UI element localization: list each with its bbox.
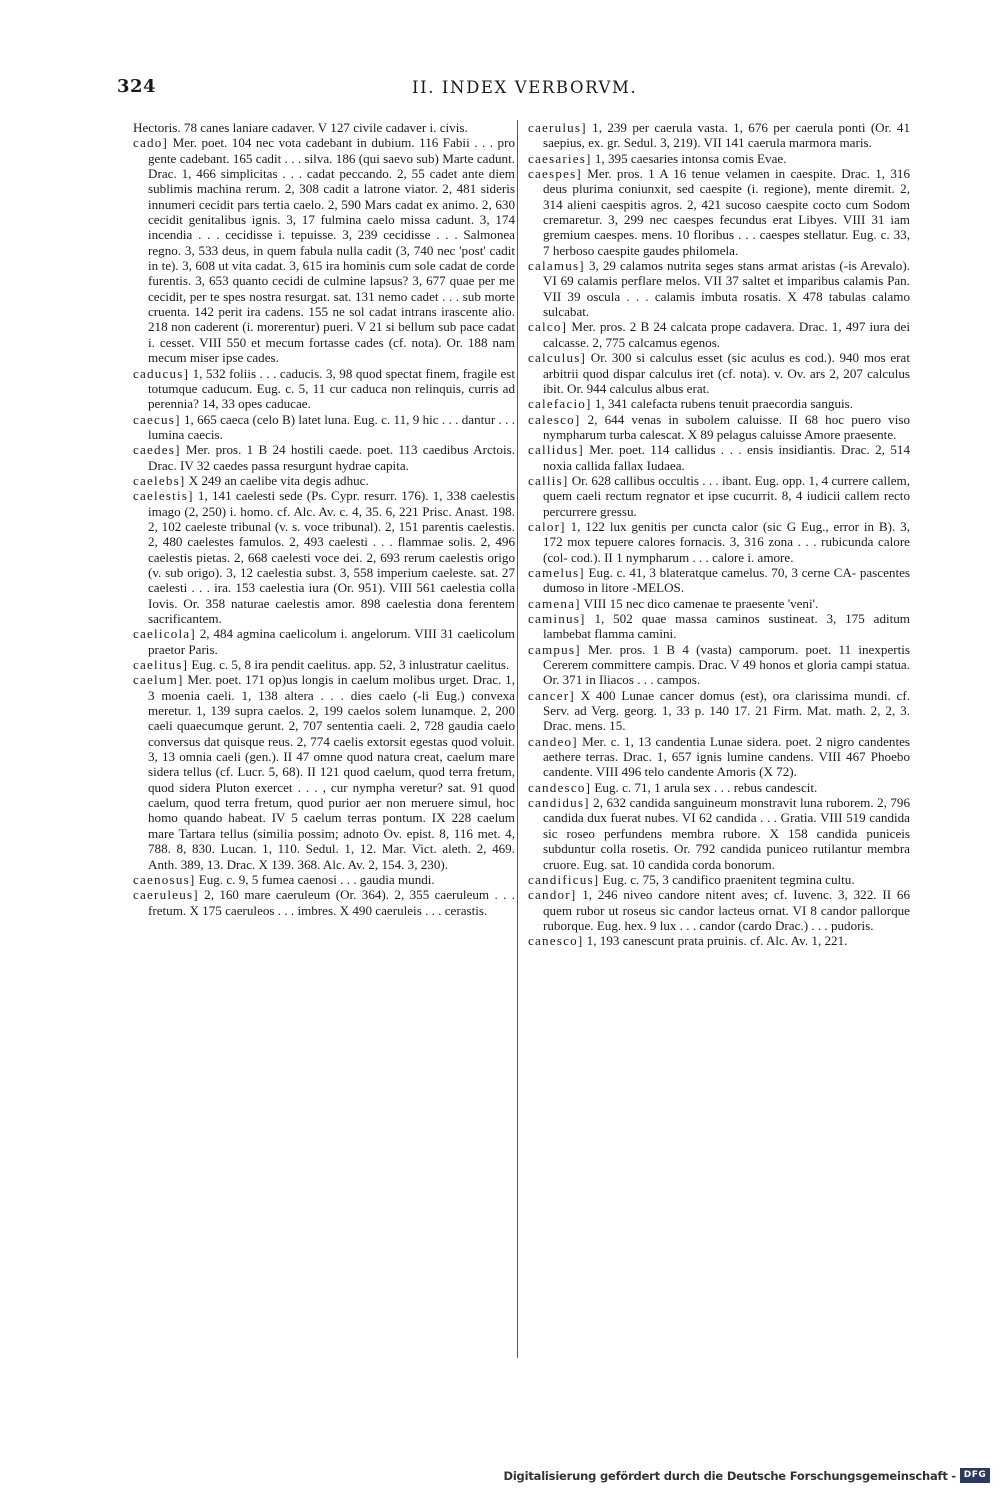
entry-text: Eug. c. 41, 3 blateratque camelus. 70, 3 cerne CA- pascentes dumoso in litore -MELOS.	[543, 564, 910, 596]
entry-text: 1, 532 foliis . . . caducis. 3, 98 quod spectat finem, fragile est totumque caducum. Eug. c. 5, 11 cur caduca non relinquis, curris ad perennia? 14, 33 opes caducae.	[148, 365, 515, 412]
index-entry	[133, 411, 515, 443]
page-header	[0, 76, 1000, 104]
entry-text: 1, 141 caelesti sede (Ps. Cypr. resurr. 176). 1, 338 caelestis imago (2, 250) i. homo. cf. Alc. Av. c. 4, 35. 6, 221 Prisc. Anast. 198. 2, 102 caeleste tribunal (v. s. voce tribunal). 2, 151 parentis caelestis. 2, 480 caelestes famulos. 2, 493 caelesti . . . flammae solis. 2, 496 caelestis pietas. 2, 668 caelesti voce dei. 2, 693 rerum caelestis origo (v. sub origo). 3, 12 caelestia subst. 3, 558 imperium caeleste. sat. 27 caelesti . . . ira. 153 caelestia iura (Or. 951). VIII 561 caelestia colla Iovis. Or. 358 naturae caelestis amor. 898 caelestia dona ferentem sacrificantem.	[148, 488, 515, 626]
entry-lemma: calco]	[528, 319, 568, 335]
index-entry	[528, 258, 910, 320]
entry-lemma: caerulus]	[528, 120, 587, 135]
entry-text: 3, 29 calamos nutrita seges stans armat aristas (-is Arevalo). VI 69 calamis perflare melos. VII 37 saltet et imparibus calamis Pan. VII 39 oscula . . . calamis imbuta rosatis. X 478 tabulas calamo sulcabat.	[543, 258, 910, 320]
dfg-logo: DFG	[960, 1468, 990, 1483]
index-entry	[133, 871, 515, 887]
entry-text: 1, 341 calefacta rubens tenuit praecordia sanguis.	[591, 396, 854, 412]
entry-text: 1, 395 caesaries intonsa comis Evae.	[591, 150, 787, 166]
index-entry	[528, 442, 910, 473]
entry-text: Or. 628 callibus occultis . . . ibant. Eug. opp. 1, 4 currere callem, quem caeli rectum regnator et ipse cucurrit. 8, 4 iudicii callem recto percurrere gressu.	[543, 472, 910, 519]
entry-text: Eug. c. 71, 1 arula sex . . . rebus candescit.	[591, 779, 818, 795]
entry-lemma: caminus]	[528, 611, 586, 626]
entry-text: 2, 632 candida sanguineum monstravit luna ruborem. 2, 796 candida dux fuerat nubes. VI 62 candida . . . Gratia. VIII 519 candida sic roseo perfundens membra rubore. X 158 candida puniceis subduntur colla rosetis. Or. 792 candida puniceo rutilantur membra cruore. Eug. sat. 10 candida corda bonorum.	[543, 795, 910, 872]
index-entry	[528, 319, 910, 350]
entry-lemma: camena]	[528, 595, 581, 611]
entry-text: Mer. pros. 2 B 24 calcata prope cadavera. Drac. 1, 497 iura dei calcasse. 2, 775 calcamus egenos.	[543, 319, 910, 350]
index-entry	[528, 564, 910, 596]
entry-text: Eug. c. 75, 3 candifico praenitent tegmina cultu.	[599, 871, 855, 887]
running-title: II. INDEX VERBORVM.	[412, 78, 638, 97]
entry-lemma: caelestis]	[133, 488, 194, 504]
entry-lemma: callis]	[528, 472, 569, 488]
entry-text: 1, 246 niveo candore nitent aves; cf. Iuvenc. 3, 322. II 66 quem rubor ut roseus sic candor lacteus ornat. VI 8 candor pallorque ruborque. Eug. hex. 9 lux . . . candor (cardo Drac.) . . . pudoris.	[543, 887, 910, 933]
entry-text: 1, 502 quae massa caminos sustineat. 3, 175 aditum lambebat flamma camini.	[543, 611, 910, 642]
footer	[503, 1466, 990, 1486]
index-entry	[528, 518, 910, 565]
index-entry	[528, 595, 910, 611]
index-entry	[133, 135, 515, 366]
entry-lemma: candor]	[528, 887, 577, 903]
entry-lemma: cado]	[133, 135, 169, 151]
index-entry	[528, 887, 910, 933]
entry-lemma: caelicola]	[133, 626, 196, 642]
entry-lemma: candesco]	[528, 779, 592, 795]
entry-text: Mer. poet. 114 callidus . . . ensis insidiantis. Drac. 2, 514 noxia callida fallax Iudaea.	[543, 442, 910, 473]
entry-lemma: caelum]	[133, 672, 184, 688]
entry-text: 1, 193 canescunt prata pruinis. cf. Alc. Av. 1, 221.	[583, 933, 848, 949]
index-entry	[528, 733, 910, 780]
entry-lemma: caecus]	[133, 411, 181, 427]
index-entry	[133, 472, 515, 488]
entry-lemma: cancer]	[528, 687, 575, 703]
index-entry	[528, 611, 910, 642]
index-entry	[528, 871, 910, 887]
entry-text: VIII 15 nec dico camenae te praesente 'veni'.	[580, 595, 819, 611]
entry-text: 2, 644 venas in subolem caluisse. II 68 hoc puero viso nympharum turba calescat. X 89 pelagus caluisse Amore praesente.	[543, 411, 910, 442]
entry-text: 1, 665 caeca (celo B) latet luna. Eug. c. 11, 9 hic . . . dantur . . . lumina caecis.	[148, 411, 515, 442]
entry-lemma: calesco]	[528, 411, 581, 427]
entry-text: Eug. c. 9, 5 fumea caenosi . . . gaudia mundi.	[195, 871, 435, 887]
entry-lemma: canesco]	[528, 933, 584, 949]
index-entry	[528, 472, 910, 519]
index-entry	[133, 488, 515, 626]
entry-text: Mer. c. 1, 13 candentia Lunae sidera. poet. 2 nigro candentes aethere terras. Drac. 1, 657 ignis lumine candens. VIII 467 Phoebo candente. VIII 496 telo candente Amoris (X 72).	[543, 733, 910, 780]
entry-lemma: calor]	[528, 518, 566, 534]
entry-lemma: campus]	[528, 641, 581, 657]
entry-lemma: candeo]	[528, 733, 578, 749]
entry-lemma: calculus]	[528, 350, 587, 366]
index-entry	[528, 150, 910, 166]
index-entry	[528, 779, 910, 795]
entry-text: 2, 484 agmina caelicolum i. angelorum. VIII 31 caelicolum praetor Paris.	[148, 626, 515, 657]
index-entry	[133, 626, 515, 657]
index-entry	[528, 795, 910, 872]
entry-lemma: caesaries]	[528, 150, 592, 166]
entry-lemma: calefacio]	[528, 396, 592, 412]
page-number: 324	[117, 76, 157, 97]
index-entry	[528, 396, 910, 412]
entry-text: 2, 160 mare caeruleum (Or. 364). 2, 355 caeruleum . . . fretum. X 175 caeruleos . . . imbres. X 490 caeruleis . . . cerastis.	[148, 887, 515, 918]
entry-text: X 400 Lunae cancer domus (est), ora clarissima mundi. cf. Serv. ad Verg. georg. 1, 33 p. 140 17. 21 Firm. Mat. math. 2, 2, 3. Drac. mens. 15.	[543, 687, 910, 734]
entry-text: Mer. pros. 1 A 16 tenue velamen in caespite. Drac. 1, 316 deus plurima coniunxit, sed caespite (i. regione), mente diremit. 2, 314 alieni caespitis agros. 2, 421 sucoso caespite cocto cum Sodom cremaretur. 3, 299 nec caespes fecundus erat Libyes. VIII 31 iam gremium caespes. mens. 10 floribus . . . caespes stellatur. Eug. c. 33, 7 herboso caespite gaudes philomela.	[543, 166, 910, 258]
entry-text: 1, 239 per caerula vasta. 1, 676 per caerula ponti (Or. 41 saepius, ex. gr. Sedul. 3, 219). VII 141 caerula marmora maris.	[543, 120, 910, 151]
entry-lemma: caeruleus]	[133, 887, 199, 903]
index-entry	[133, 120, 515, 135]
entry-lemma: caelitus]	[133, 657, 189, 673]
entry-text: X 249 an caelibe vita degis adhuc.	[185, 472, 369, 488]
entry-text: Or. 300 si calculus esset (sic aculus es cod.). 940 mos erat arbitrii quod dispar calculus iret (cf. nota). v. Ov. ars 2, 207 calculus ibit. Or. 944 calculus albus erat.	[543, 350, 910, 396]
entry-lemma: calamus]	[528, 258, 585, 274]
left-column	[133, 120, 515, 918]
entry-text: Eug. c. 5, 8 ira pendit caelitus. app. 52, 3 inlustratur caelitus.	[188, 657, 510, 673]
index-entry	[528, 120, 910, 151]
entry-lemma: caespes]	[528, 166, 582, 182]
index-entry	[528, 641, 910, 688]
entry-text: Mer. pros. 1 B 24 hostili caede. poet. 113 caedibus Arctois. Drac. IV 32 caedes passa resurgunt hydrae capita.	[148, 442, 515, 473]
entry-text: Mer. pros. 1 B 4 (vasta) camporum. poet. 11 inexpertis Cererem committere campis. Drac. V 49 honos et gloria campi statua. Or. 371 in Iliacos . . . campos.	[543, 641, 910, 688]
index-entry	[133, 657, 515, 673]
entry-lemma: caedes]	[133, 442, 181, 458]
entry-text: 1, 122 lux genitis per cuncta calor (sic G Eug., error in B). 3, 172 mox tepuere calores fornacis. 3, 316 zona . . . rubicunda calore (col- cod.). II 1 nympharum . . . calore i. amore.	[543, 518, 910, 565]
entry-lemma: caenosus]	[133, 871, 196, 887]
index-entry	[133, 887, 515, 918]
footer-credit: Digitalisierung gefördert durch die Deutsche Forschungsgemeinschaft -	[503, 1469, 956, 1483]
index-entry	[528, 166, 910, 258]
right-column	[528, 120, 910, 949]
entry-lemma: candidus]	[528, 795, 590, 811]
entry-text: Mer. poet. 104 nec vota cadebant in dubium. 116 Fabii . . . pro gente cadebant. 165 cadit . . . silva. 186 (qui saevo sub) Marte cadunt. Drac. 1, 466 simplicitas . . . cadat peccando. 2, 55 cadet ante diem sublimis machina rerum. 2, 308 cadit a latrone viator. 2, 481 sideris innumeri cecidit pars tertia caelo. 2, 590 Mars cadat ex animo. 2, 630 cecidit genitalibus ignis. 3, 17 fulmina caelo missa cadunt. 3, 174 incendia . . . cecidisse i. tepuisse. 3, 239 cecidisse . . . Salmonea regno. 3, 533 deus, in quem fabula nulla cadit (3, 740 nec 'post' cadit in te). 3, 608 ut vita cadat. 3, 615 ira hominis cum sole cadat de corde furentis. 3, 653 quanto cecidi de culmine lapsus? 3, 677 quae per me cecidit, per te spes nostra resurgat. sat. 131 nemo cadet . . . sub morte cruenta. 142 perit ira cadens. 155 ne sol cadat intrans irascente alio. 218 non caderent (i. morerentur) pueri. V 21 si bellum sub pace cadat i. cesset. VIII 550 et mecum fortasse cades (cf. nota). Or. 188 nam mecum miser ipse cades.	[148, 135, 515, 366]
entry-lemma: camelus]	[528, 564, 585, 580]
entry-text: Mer. poet. 171 op)us longis in caelum molibus urget. Drac. 1, 3 moenia caeli. 1, 138 altera . . . dies caelo (-li Eug.) convexa meretur. 1, 139 supra caelos. 2, 199 caelos solem lunamque. 2, 200 caeli quaecumque gerunt. 2, 707 sententia caeli. 2, 728 gaudia caelo conversus dat quisque reus. 2, 774 caelis extorsit egestas quod voluit. 3, 13 omnia caeli (gen.). II 47 omne quod natura creat, caelum mare sidera tellus (cf. Lucr. 5, 68). II 121 quod caelum, quod terra fretum, quod sidera Pluton exercet . . . , cur nympha veretur? sat. 91 quod caelum, quod terra fretum, quod purior aer non meruere simul, hoc homo quando habeat. IV 5 caelum terras pontum. IX 228 caelum mare Tartara tellus (similia possim; adnoto Ov. epist. 8, 116 met. 4, 788. 8, 830. Lucan. 1, 110. Sedul. 1, 12. Mar. Vict. aleth. 2, 469. Anth. 389, 13. Drac. X 139. 368. Alc. Av. 2, 154. 3, 230).	[148, 672, 515, 872]
index-entry	[133, 365, 515, 412]
index-entry	[528, 933, 910, 949]
entry-lemma: caelebs]	[133, 472, 186, 488]
entry-text: Hectoris. 78 canes laniare cadaver. V 127 civile cadaver i. civis.	[133, 120, 468, 135]
index-entry	[133, 672, 515, 872]
index-entry	[528, 350, 910, 396]
entry-lemma: candificus]	[528, 871, 600, 887]
entry-lemma: caducus]	[133, 365, 190, 381]
column-divider	[517, 120, 518, 1358]
index-entry	[133, 442, 515, 473]
index-entry	[528, 411, 910, 443]
entry-lemma: callidus]	[528, 442, 584, 458]
index-entry	[528, 687, 910, 734]
